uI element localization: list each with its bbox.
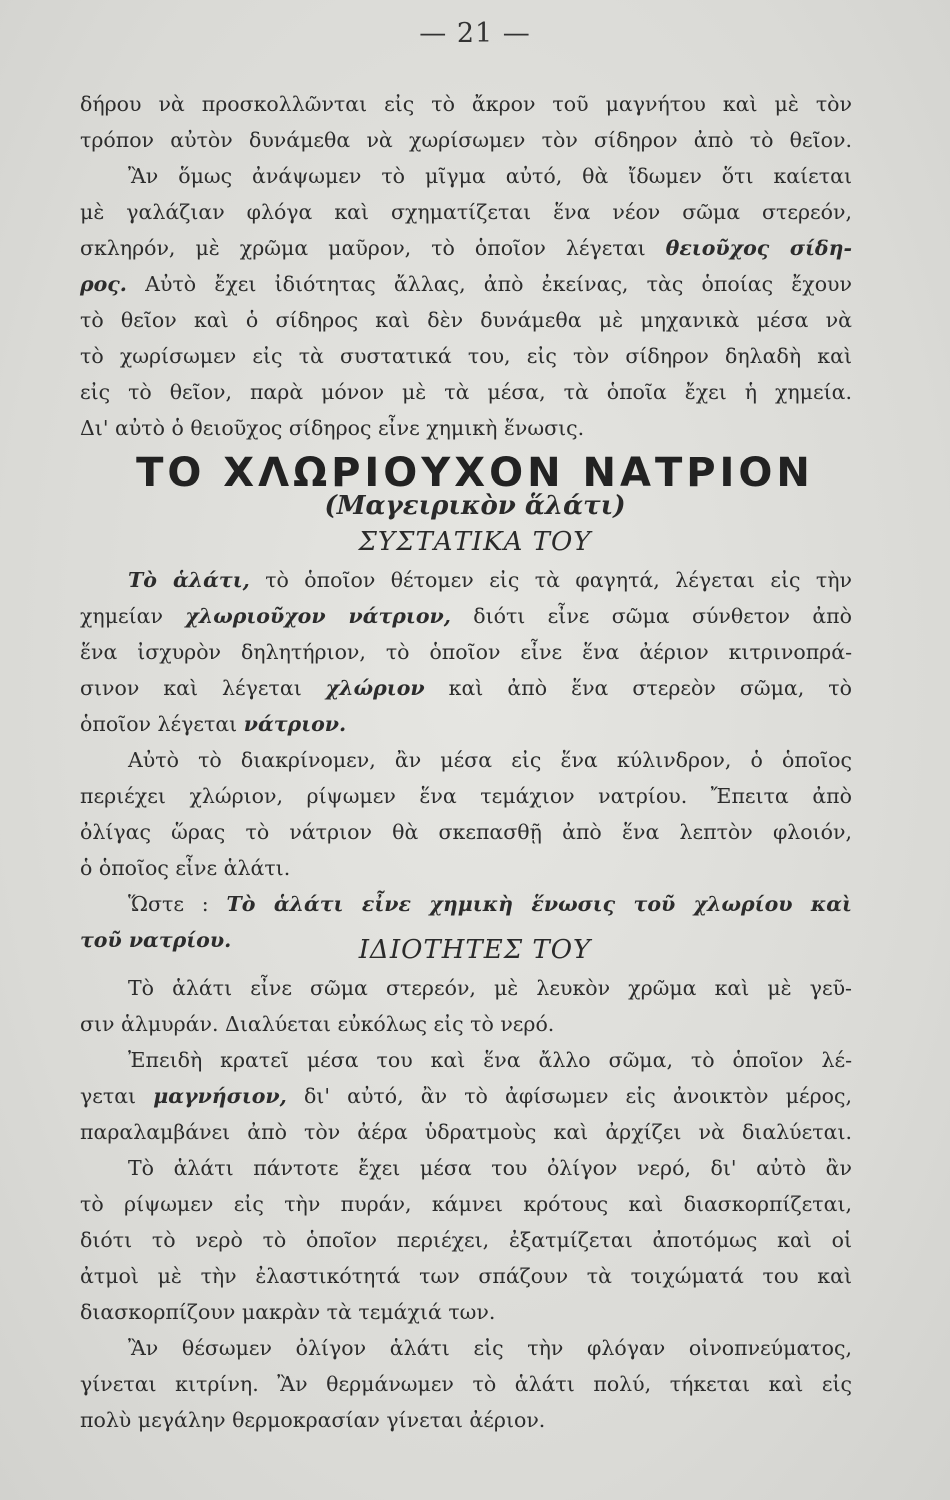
text-segment: δι' αὐτό, ἂν τὸ ἀφίσωμεν εἰς ἀνοικτὸν μέρος, [303,1084,852,1108]
term-conclusion: Τὸ ἁλάτι εἶνε χημικὴ ἕνωσις τοῦ χλωρίου καὶ [226,892,852,916]
term-sodium: νάτριον. [243,712,347,736]
text-line: Τὸ ἁλάτι πάντοτε ἔχει μέσα του ὀλίγον νερό, δι' αὐτὸ ἂν [128,1156,852,1180]
text-line: τρόπον αὐτὸν δυνάμεθα νὰ χωρίσωμεν τὸν σίδηρον ἀπὸ τὸ θεῖον. [80,128,852,152]
text-line: μὲ γαλάζιαν φλόγα καὶ σχηματίζεται ἕνα νέον σῶμα στερεόν, [80,200,852,224]
text-segment: ὁποῖον λέγεται [80,712,238,736]
text-line: πολὺ μεγάλην θερμοκρασίαν γίνεται ἀέριον. [80,1408,546,1432]
text-segment: Αὐτὸ ἔχει ἰδιότητας ἄλλας, ἀπὸ ἐκείνας, τὰς ὁποίας ἔχουν [145,272,852,296]
text-line: ἕνα ἰσχυρὸν δηλητήριον, τὸ ὁποῖον εἶνε ἕνα ἀέριον κιτρινοπρά- [80,640,852,664]
term-iron-sulfide-end: ρος. [80,272,127,296]
text-line: τὸ ρίψωμεν εἰς τὴν πυράν, κάμνει κρότους καὶ διασκορπίζεται, [80,1192,852,1216]
term-salt: Τὸ ἁλάτι, [128,568,250,592]
text-line [80,230,852,266]
text-segment: καὶ ἀπὸ ἕνα στερεὸν σῶμα, τὸ [448,676,852,700]
text-segment: γεται [80,1084,137,1108]
term-chlorine: χλώριον [325,676,425,700]
text-line: παραλαμβάνει ἀπὸ τὸν ἀέρα ὑδρατμοὺς καὶ ἀρχίζει νὰ διαλύεται. [80,1120,852,1144]
paragraph-components [80,562,852,958]
text-line: εἰς τὸ θεῖον, παρὰ μόνον μὲ τὰ μέσα, τὰ ὁποῖα ἔχει ἡ χημεία. [80,380,852,404]
text-line [80,598,852,634]
text-segment: σκληρόν, μὲ χρῶμα μαῦρον, τὸ ὁποῖον λέγεται [80,236,646,260]
text-line: Τὸ ἁλάτι εἶνε σῶμα στερεόν, μὲ λευκὸν χρῶμα καὶ μὲ γεῦ- [128,976,852,1000]
text-line: διότι τὸ νερὸ τὸ ὁποῖον περιέχει, ἐξατμίζεται ἀποτόμως καὶ οἱ [80,1228,852,1252]
page-number: — 21 — [419,18,531,49]
text-line [80,670,852,706]
term-iron-sulfide: θειοῦχος σίδη- [665,236,852,260]
text-line: Δι' αὐτὸ ὁ θειοῦχος σίδηρος εἶνε χημικὴ ἕνωσις. [80,416,585,440]
heading-components: ΣΥΣΤΑΤΙΚΑ ΤΟΥ [358,527,592,557]
text-line [80,886,852,922]
text-segment: χημείαν [80,604,163,628]
text-segment: σινον καὶ λέγεται [80,676,302,700]
text-line: δήρου νὰ προσκολλῶνται εἰς τὸ ἄκρον τοῦ μαγνήτου καὶ μὲ τὸν [80,92,852,116]
text-segment: τὸ ὁποῖον θέτομεν εἰς τὰ φαγητά, λέγεται εἰς τὴν [265,568,852,592]
text-segment: Ὥστε : [128,892,209,916]
text-line [80,1078,852,1114]
section-title: ΤΟ ΧΛΩΡΙΟΥΧΟΝ ΝΑΤΡΙΟΝ [136,450,814,496]
term-conclusion-end: τοῦ νατρίου. [80,928,232,952]
text-line [80,266,852,302]
text-line: γίνεται κιτρίνη. Ἂν θερμάνωμεν τὸ ἁλάτι πολύ, τήκεται καὶ εἰς [80,1372,852,1396]
text-line: ἀτμοὶ μὲ τὴν ἐλαστικότητά των σπάζουν τὰ τοιχώματά του καὶ [80,1264,852,1288]
term-magnesium: μαγνήσιον, [153,1084,287,1108]
term-sodium-chloride: χλωριοῦχον νάτριον, [185,604,451,628]
text-line: διασκορπίζουν μακρὰν τὰ τεμάχιά των. [80,1300,496,1324]
text-line: τὸ θεῖον καὶ ὁ σίδηρος καὶ δὲν δυνάμεθα μὲ μηχανικὰ μέσα νὰ [80,308,852,332]
text-line [80,706,852,742]
text-line: περιέχει χλώριον, ρίψωμεν ἕνα τεμάχιον νατρίου. Ἔπειτα ἀπὸ [80,784,852,808]
text-line: Ἂν ὅμως ἀνάψωμεν τὸ μῖγμα αὐτό, θὰ ἴδωμεν ὅτι καίεται [128,164,852,188]
paragraph-sulfur-iron [80,86,852,446]
text-line: Ἐπειδὴ κρατεῖ μέσα του καὶ ἕνα ἄλλο σῶμα, τὸ ὁποῖον λέ- [128,1048,852,1072]
text-line [80,562,852,598]
text-line: Ἂν θέσωμεν ὀλίγον ἁλάτι εἰς τὴν φλόγαν οἰνοπνεύματος, [128,1336,852,1360]
text-line: ὀλίγας ὥρας τὸ νάτριον θὰ σκεπασθῇ ἀπὸ ἕνα λεπτὸν φλοιόν, [80,820,852,844]
section-subtitle: (Μαγειρικὸν ἅλάτι) [324,491,626,521]
text-line: ὁ ὁποῖος εἶνε ἁλάτι. [80,856,291,880]
text-segment: διότι εἶνε σῶμα σύνθετον ἀπὸ [473,604,852,628]
paragraph-properties [80,970,852,1438]
text-line: τὸ χωρίσωμεν εἰς τὰ συστατικά του, εἰς τὸν σίδηρον δηλαδὴ καὶ [80,344,852,368]
heading-properties: ΙΔΙΟΤΗΤΕΣ ΤΟΥ [358,935,592,965]
text-line: σιν ἁλμυράν. Διαλύεται εὐκόλως εἰς τὸ νερό. [80,1012,555,1036]
text-line: Αὐτὸ τὸ διακρίνομεν, ἂν μέσα εἰς ἕνα κύλινδρον, ὁ ὁποῖος [128,748,852,772]
